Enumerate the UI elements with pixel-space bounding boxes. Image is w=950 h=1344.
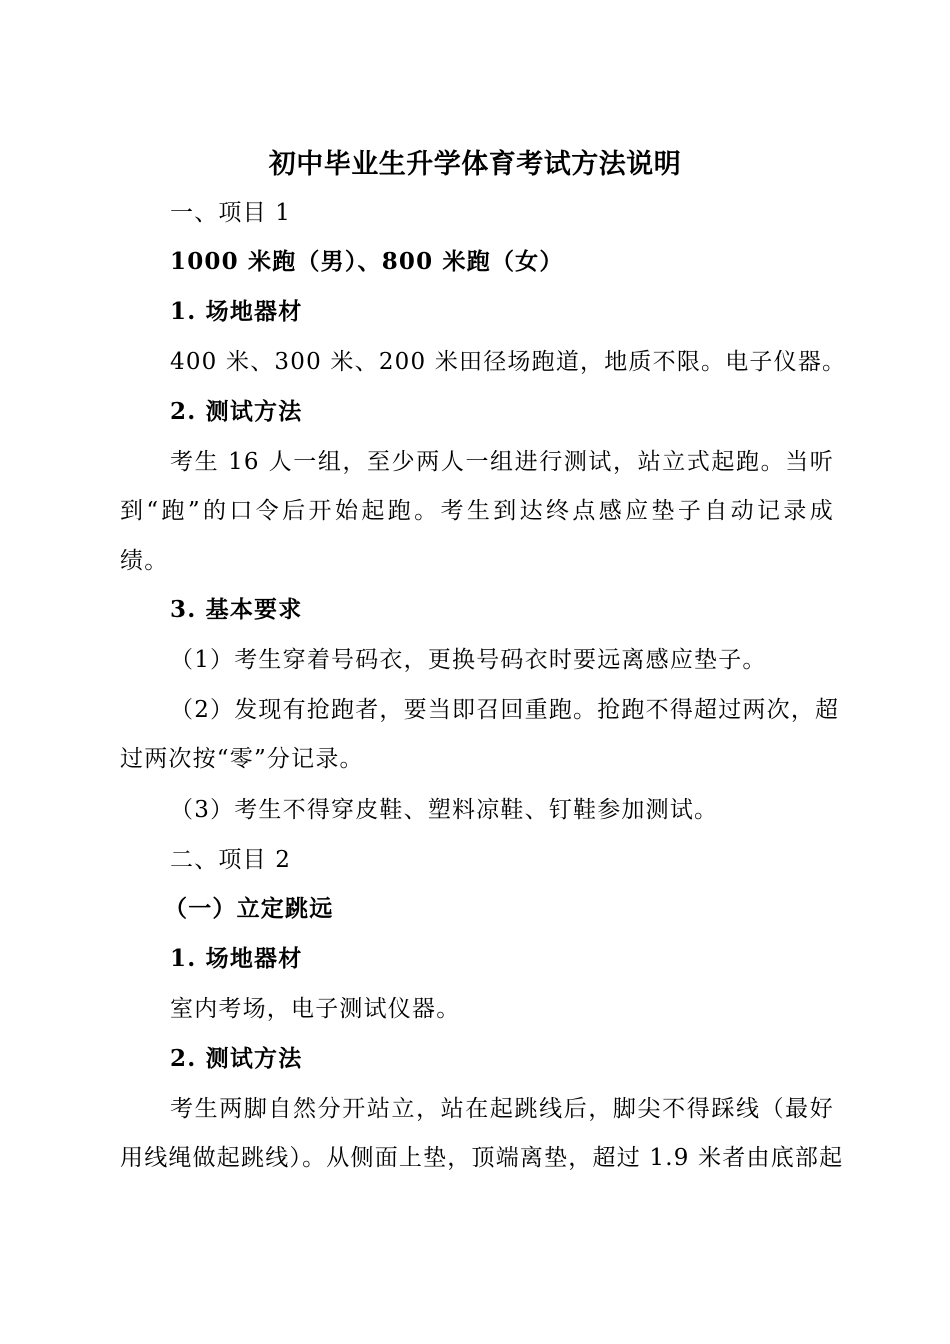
section-2-method-line-2: 用线绳做起跳线）。从侧面上垫，顶端离垫，超过 1.9 米者由底部起 [120, 1145, 844, 1171]
section-2-method-heading: 2. 测试方法 [170, 1045, 303, 1072]
section-1-venue-text: 400 米、300 米、200 米田径场跑道，地质不限。电子仪器。 [170, 349, 847, 375]
document-title: 初中毕业生升学体育考试方法说明 [268, 149, 682, 180]
section-1-method-line-1: 考生 16 人一组，至少两人一组进行测试，站立式起跑。当听 [170, 449, 834, 475]
section-1-event: 1000 米跑（男）、800 米跑（女） [170, 248, 564, 275]
section-1-requirement-2-line-2: 过两次按“零”分记录。 [120, 746, 364, 772]
section-1-method-heading: 2. 测试方法 [170, 398, 303, 425]
section-1-method-line-2: 到“跑”的口令后开始起跑。考生到达终点感应垫子自动记录成 [120, 498, 834, 524]
section-1-method-line-3: 绩。 [120, 548, 169, 574]
section-1-requirement-3: （3）考生不得穿皮鞋、塑料凉鞋、钉鞋参加测试。 [170, 797, 719, 823]
section-2-sub-heading: （一）立定跳远 [164, 895, 334, 922]
section-2-method-line-1: 考生两脚自然分开站立，站在起跳线后，脚尖不得踩线（最好 [170, 1096, 834, 1122]
section-2-heading: 二、项目 2 [170, 847, 292, 873]
section-1-heading: 一、项目 1 [170, 200, 292, 226]
section-2-venue-text: 室内考场，电子测试仪器。 [170, 996, 461, 1022]
section-1-requirement-1: （1）考生穿着号码衣，更换号码衣时要远离感应垫子。 [170, 647, 767, 673]
section-1-venue-heading: 1. 场地器材 [170, 298, 303, 325]
section-1-requirements-heading: 3. 基本要求 [170, 596, 303, 623]
section-2-venue-heading: 1. 场地器材 [170, 945, 303, 972]
section-1-requirement-2-line-1: （2）发现有抢跑者，要当即召回重跑。抢跑不得超过两次，超 [170, 697, 840, 723]
